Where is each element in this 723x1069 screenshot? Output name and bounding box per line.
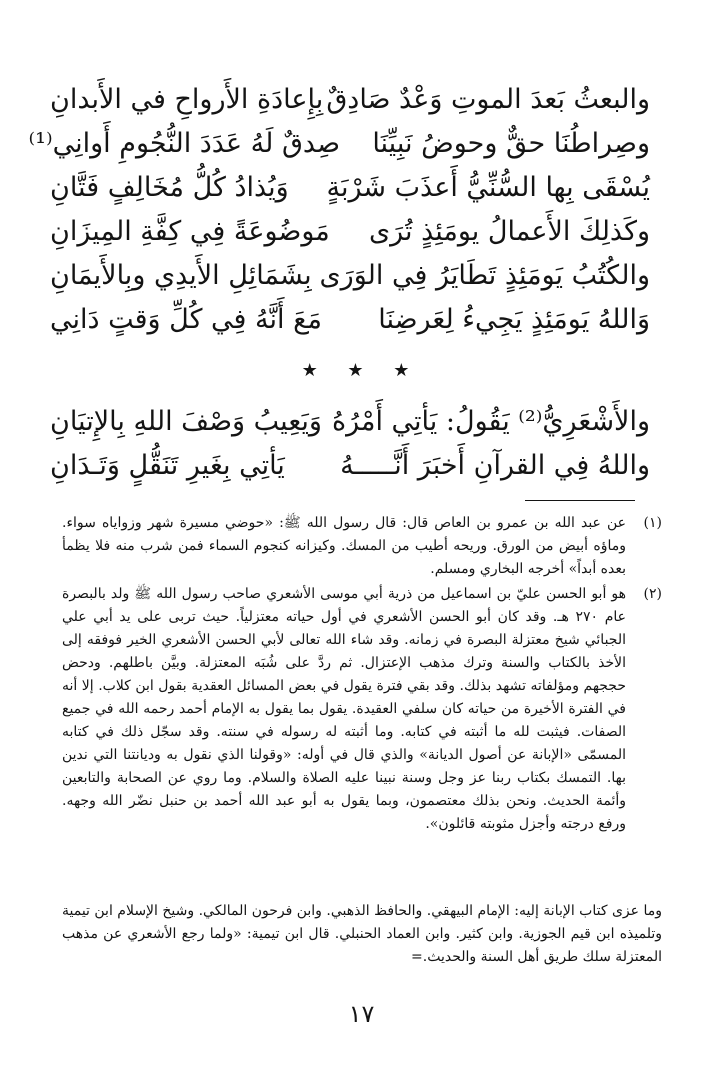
verse-second-hemistich: بِإِعادَةِ الأَرواحِ في الأَبدانِ <box>50 84 324 115</box>
verse-first-hemistich: يُسْقَى بِها السُّنِّيُّ أَعذَبَ شَرْبَةٍ <box>326 172 650 203</box>
poem-stanza-1 <box>28 78 650 342</box>
footnote-text: عن عبد الله بن عمرو بن العاص قال: قال رسول الله ﷺ: «حوضي مسيرة شهر وزواياه سواء. وماؤه أبيض من الورق. وريحه أطيب من المسك. وكيزانه كنجوم السماء فمن شرب منه فلا يظمأ بعده أبداً» أخرجه البخاري ومسلم. <box>62 515 626 577</box>
poem-stanza-2 <box>50 400 650 488</box>
footnote <box>62 583 662 836</box>
verse-second-hemistich: يَأتِي بِغَيرِ تَنَقُّلٍ وَتَـدَانِ <box>50 450 285 481</box>
verse <box>50 444 650 488</box>
footnotes <box>62 512 662 838</box>
footnote-text: هو أبو الحسن عليّ بن اسماعيل من ذرية أبي موسى الأشعري صاحب رسول الله ﷺ ولد بالبصرة عام ٢٧٠ هـ. وقد كان أبو الحسن الأشعري في أول حياته معتزلياً. حيث تربى على يد أبي علي الجبائي شيخ معتزلة البصرة في زمانه. وقد شاء الله تعالى لأبي الحسن الأشعري الخير فوفقه إلى الأخذ بالكتاب والسنة وترك مذهب الإعتزال. ثم ردَّ على شُبَه المعتزلة. وبيَّن باطلهم. ودحض حججهم ومؤلفاته تشهد بذلك. وقد بقي فترة يقول في بعض المسائل العقدية بقول ابن كلاب. إلا أنه في الفترة الأخيرة من حياته كان سلفي العقيدة. يقول بما يقول به الإمام أحمد رحمه الله في جميع الصفات. فيثبت لله ما أثبته في كتابه. وما أثبته له رسوله في سنته. وقد سجّل ذلك في كتابه المسمّى «الإبانة عن أصول الديانة» والذي قال في أوله: «وقولنا الذي نقول به وديانتنا التي ندين بها. التمسك بكتاب ربنا عز وجل وسنة نبينا عليه الصلاة والسلام. وما روي عن الصحابة والتابعين وأئمة الحديث. ونحن بذلك معتصمون، وبما يقول به أبو عبد الله أحمد بن حنبل نضّر الله وجهه. ورفع درجته وأجزل مثوبته قائلون». <box>62 586 627 832</box>
verse-first-hemistich: وصِراطُنَا حقٌّ وحوضُ نَبِيِّنَا <box>372 128 650 159</box>
footnote-divider <box>525 500 635 501</box>
verse <box>28 122 650 166</box>
footnote-number: (١) <box>643 515 662 531</box>
verse <box>50 254 650 298</box>
verse-first-hemistich: واللهُ فِي القرآنِ أَخبَرَ أَنَّـــــهُ <box>340 450 650 481</box>
verse <box>50 400 650 444</box>
verse-second-hemistich: وَيَعِيبُ وَصْفَ اللهِ بِالإِتيَانِ <box>50 406 322 437</box>
verse <box>50 298 650 342</box>
footnote-number: (٢) <box>643 586 662 602</box>
verse-first-hemistich: وَاللهُ يَومَئِذٍ يَجِيءُ لِعَرضِنَا <box>378 304 650 335</box>
verse <box>50 210 650 254</box>
footnote-continuation: وما عزى كتاب الإبانة إليه: الإمام البيهقي. والحافظ الذهبي. وابن فرحون المالكي. وشيخ الإسلام ابن تيمية وتلميذه ابن قيم الجوزية. وابن كثير. وابن العماد الحنبلي. قال ابن تيمية: «ولما رجع الأشعري عن مذهب المعتزلة سلك طريق أهل السنة والحديث.= <box>62 903 662 965</box>
verse-first-hemistich: والأَشْعَرِيُّ⁽²⁾ يَقُولُ: يَأتِي أَمْرُهُ <box>331 406 650 437</box>
verse-second-hemistich: مَعَ أَنَّهُ فِي كُلِّ وَقتٍ دَانِي <box>50 304 322 335</box>
verse-first-hemistich: والبعثُ بَعدَ الموتِ وَعْدٌ صَادِقٌ <box>326 84 650 115</box>
stanza-separator-stars: ★ ★ ★ <box>301 360 422 381</box>
footnote <box>62 512 662 581</box>
verse-second-hemistich: وَيُذادُ كُلُّ مُخَالِفٍ فَتَّانِ <box>50 172 289 203</box>
verse <box>50 78 650 122</box>
verse-first-hemistich: والكُتُبُ يَومَئِذٍ تَطَايَرُ فِي الوَرَى <box>319 260 650 291</box>
verse <box>50 166 650 210</box>
page-number: ١٧ <box>348 1000 375 1028</box>
verse-second-hemistich: صِدقٌ لَهُ عَدَدَ النُّجُومِ أَوانِي⁽¹⁾ <box>28 128 340 159</box>
verse-second-hemistich: بِشَمَائِلِ الأَيدِي وبِالأَيمَانِ <box>50 260 312 291</box>
verse-first-hemistich: وكَذلِكَ الأَعمالُ يومَئِذٍ تُرَى <box>368 216 650 247</box>
verse-second-hemistich: مَوضُوعَةً فِي كِفَّةِ المِيزَانِ <box>50 216 330 247</box>
